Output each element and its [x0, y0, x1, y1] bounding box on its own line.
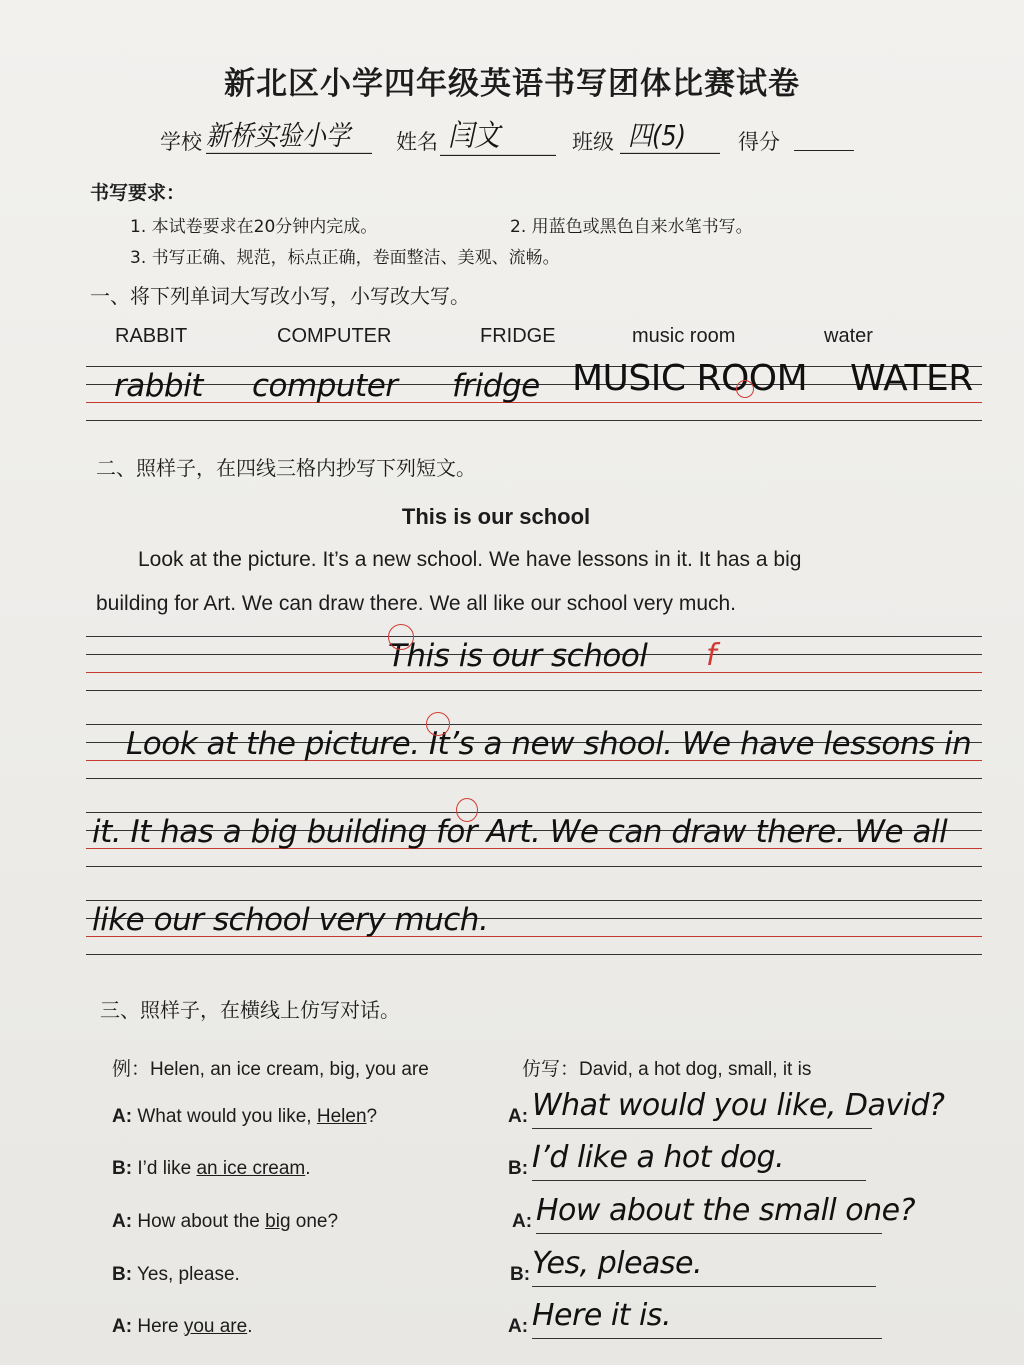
class-value: 四(5)	[620, 113, 720, 154]
page-title: 新北区小学四年级英语书写团体比赛试卷	[224, 66, 800, 102]
answer-word-2: computer	[252, 368, 398, 404]
example-label: 例：	[112, 1059, 151, 1080]
answer-word-5: WATER	[850, 358, 973, 399]
imitate-header	[522, 1054, 811, 1081]
word-2: COMPUTER	[277, 325, 392, 347]
copied-line-1: This is our school	[388, 638, 648, 674]
answer-rule	[532, 1286, 876, 1287]
answer-line-2: I’d like a hot dog.	[532, 1140, 785, 1175]
example-line: B: Yes, please.	[112, 1264, 240, 1285]
word-3: FRIDGE	[480, 325, 556, 347]
score-blank	[794, 128, 854, 151]
correction-circle	[388, 624, 414, 650]
copied-line-3: it. It has a big building for Art. We can draw there. We all	[92, 814, 948, 850]
name-value: 闫文	[440, 112, 556, 156]
example-line: A: How about the big one?	[112, 1211, 339, 1232]
answer-speaker: A:	[508, 1106, 529, 1127]
section2-heading: 二、照样子，在四线三格内抄写下列短文。	[96, 456, 476, 480]
passage-line-1: Look at the picture. It’s a new school. We have lessons in it. It has a big	[138, 548, 802, 571]
answer-line-3: How about the small one?	[536, 1193, 916, 1228]
example-line: A: What would you like, Helen?	[112, 1106, 378, 1127]
four-line-band-4	[86, 812, 982, 868]
requirement-1: 1. 本试卷要求在20分钟内完成。	[130, 217, 378, 237]
copied-line-4: like our school very much.	[92, 902, 489, 938]
requirements-heading: 书写要求：	[90, 182, 186, 204]
answer-word-1: rabbit	[114, 368, 203, 404]
answer-speaker: B:	[510, 1264, 531, 1285]
word-4: music room	[632, 325, 736, 347]
correction-circle	[426, 712, 450, 736]
answer-rule	[532, 1338, 882, 1339]
imitate-label: 仿写：	[522, 1059, 580, 1080]
answer-line-4: Yes, please.	[532, 1246, 703, 1281]
answer-rule	[532, 1180, 866, 1181]
answer-word-4: MUSIC ROOM	[572, 358, 808, 399]
requirement-3: 3. 书写正确、规范，标点正确，卷面整洁、美观、流畅。	[130, 248, 560, 268]
correction-circle	[736, 380, 754, 398]
score-label: 得分	[738, 130, 780, 154]
word-5: water	[824, 325, 873, 347]
class-label: 班级	[572, 130, 614, 154]
four-line-band-5	[86, 900, 982, 956]
section3-heading: 三、照样子，在横线上仿写对话。	[100, 998, 400, 1022]
example-header	[112, 1054, 429, 1081]
correction-mark: f	[706, 638, 717, 673]
imitate-prompt: David, a hot dog, small, it is	[579, 1059, 812, 1080]
answer-rule	[536, 1233, 882, 1234]
correction-circle	[456, 798, 478, 822]
requirement-2: 2. 用蓝色或黑色自来水笔书写。	[510, 217, 753, 237]
four-line-band-2	[86, 636, 982, 692]
school-value: 新桥实验小学	[206, 113, 372, 154]
passage-title: This is our school	[401, 504, 591, 529]
word-1: RABBIT	[115, 325, 188, 347]
name-label: 姓名	[396, 130, 438, 154]
answer-rule	[532, 1128, 872, 1129]
four-line-band-3	[86, 724, 982, 780]
example-prompt: Helen, an ice cream, big, you are	[150, 1059, 429, 1080]
answer-speaker: A:	[508, 1316, 529, 1337]
example-line: A: Here you are.	[112, 1316, 253, 1337]
answer-line-1: What would you like, David?	[532, 1088, 945, 1123]
school-label: 学校	[160, 130, 202, 154]
answer-line-5: Here it is.	[532, 1298, 671, 1333]
answer-speaker: B:	[508, 1158, 529, 1179]
section1-heading: 一、将下列单词大写改小写，小写改大写。	[90, 284, 470, 308]
answer-speaker: A:	[512, 1211, 533, 1232]
answer-word-3: fridge	[452, 368, 540, 404]
passage-line-2: building for Art. We can draw there. We all like our school very much.	[96, 592, 737, 615]
example-line: B: I’d like an ice cream.	[112, 1158, 311, 1179]
copied-line-2: Look at the picture. It’s a new shool. We have lessons in	[126, 726, 972, 762]
four-line-band-1	[86, 358, 982, 422]
